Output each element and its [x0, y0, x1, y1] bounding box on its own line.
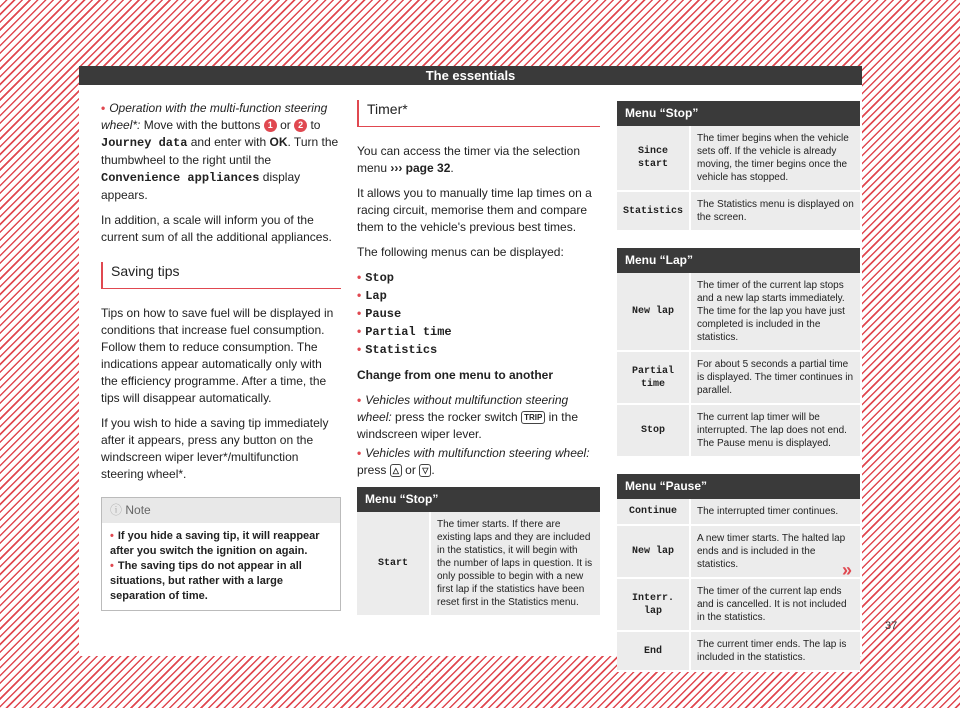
info-icon: ⓘ: [110, 503, 123, 517]
continue-arrow-icon: »: [842, 560, 853, 580]
left-column: [101, 100, 341, 611]
section-saving-tips: Saving tips: [101, 262, 341, 289]
down-button-icon: ▽: [419, 464, 431, 477]
saving-tips-paragraph: Tips on how to save fuel will be displayed in conditions that increase fuel consumption. Follow them to reduce consumption. The indications appear automatically only with the efficiency programme. After a time, the tips will disappear automatically.: [101, 306, 334, 405]
table-row: Continue The interrupted timer continues.: [617, 499, 860, 525]
hide-tip-paragraph: If you wish to hide a saving tip immediately after it appears, press any button on the windscreen wiper lever*/multifunction steering wheel*.: [101, 416, 329, 481]
trip-button-icon: TRIP: [521, 411, 545, 424]
change-menu-heading: Change from one menu to another: [357, 368, 554, 382]
note-item: • If you hide a saving tip, it will reappear after you switch the ignition on again.: [110, 530, 320, 557]
button-1-badge: 1: [264, 119, 277, 132]
menu-list: [357, 269, 600, 359]
bullet-mfsw: • Vehicles with multifunction steering wheel: press △ or ▽ .: [357, 446, 590, 477]
note-box: [101, 497, 341, 611]
table-row: End The current timer ends. The lap is included in the statistics.: [617, 631, 860, 671]
table-row: Partial time For about 5 seconds a partial time is displayed. The timer continues in parallel.: [617, 351, 860, 404]
list-item: • Partial time: [357, 324, 452, 339]
table-row: Statistics The Statistics menu is displayed on the screen.: [617, 191, 860, 231]
note-item: • The saving tips do not appear in all situations, but rather with a large separation of time.: [110, 560, 302, 602]
table-row: New lap A new timer starts. The halted lap ends and is included in the statistics.: [617, 525, 860, 578]
table-row: New lap The timer of the current lap stops and a new lap starts immediately. The time for the lap you have just completed is included in the statistics.: [617, 273, 860, 351]
table-title: Menu “Pause”: [617, 474, 860, 499]
list-item: • Stop: [357, 270, 395, 285]
menu-stop-table-2: [617, 101, 860, 232]
menu-lap-table: [617, 248, 860, 458]
list-item: • Statistics: [357, 342, 438, 357]
timer-access-paragraph: You can access the timer via the selection menu ››› page 32.: [357, 144, 581, 175]
page-header: The essentials: [79, 66, 862, 85]
table-row: Interr. lap The timer of the current lap ends and is cancelled. It is not included in the statistics.: [617, 578, 860, 631]
right-column: [617, 101, 860, 688]
list-item: • Pause: [357, 306, 402, 321]
table-row: Since start The timer begins when the vehicle sets off. If the vehicle is already moving, the timer begins once the vehicle has stopped.: [617, 126, 860, 191]
bullet-no-mfsw: • Vehicles without multifunction steering wheel: press the rocker switch TRIP in the windscreen wiper lever.: [357, 393, 578, 441]
section-timer: Timer*: [357, 100, 600, 127]
table-row: Stop The current lap timer will be interrupted. The lap does not end. The Pause menu is displayed.: [617, 404, 860, 457]
menu-stop-table: [357, 487, 600, 617]
scale-paragraph: In addition, a scale will inform you of the current sum of all the additional appliances.: [101, 213, 332, 244]
note-header: ⓘ Note: [102, 498, 340, 523]
table-row: Start The timer starts. If there are existing laps and they are included in the statistics, it will begin with the number of laps in question. It is only possible to begin with a new first lap if the statistics have been reset first in the Statistics menu.: [357, 512, 600, 616]
up-button-icon: △: [390, 464, 402, 477]
middle-column: [357, 100, 600, 633]
page-link[interactable]: ››› page 32: [390, 161, 451, 175]
list-item: • Lap: [357, 288, 387, 303]
button-2-badge: 2: [294, 119, 307, 132]
table-title: Menu “Lap”: [617, 248, 860, 273]
bullet-steering-wheel: • Operation with the multi-function steering wheel*: Move with the buttons 1 or 2 to Journey data and enter with OK. Turn the thumbwheel to the right until the Convenience appliances display appears.: [101, 101, 339, 202]
page-number: 37: [885, 620, 898, 632]
menu-pause-table: [617, 474, 860, 672]
timer-purpose-paragraph: It allows you to manually time lap times on a racing circuit, memorise them and compare them to the vehicle's previous best times.: [357, 186, 592, 234]
menus-intro: The following menus can be displayed:: [357, 245, 564, 259]
table-title: Menu “Stop”: [357, 487, 600, 512]
table-title: Menu “Stop”: [617, 101, 860, 126]
